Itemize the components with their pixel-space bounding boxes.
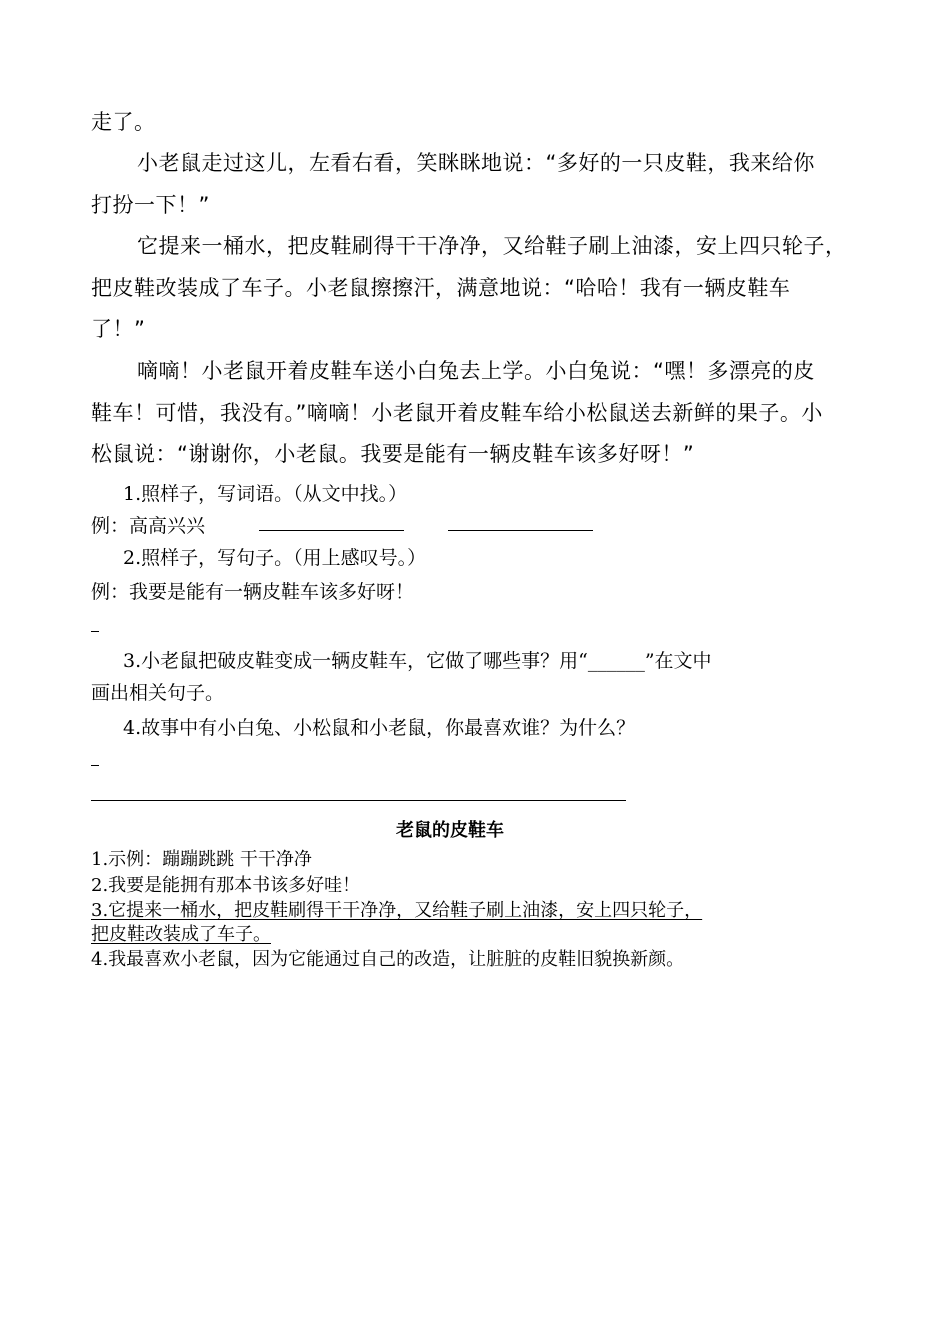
answer-blank-5[interactable] — [91, 800, 626, 801]
story-paragraph-3-line-2: 把皮鞋改装成了车子。小老鼠擦擦汗，满意地说：“哈哈！我有一辆皮鞋车 — [91, 276, 791, 300]
question-3-line-2: 画出相关句子。 — [91, 682, 225, 704]
story-line-1: 走了。 — [91, 110, 156, 134]
story-paragraph-4-line-3: 松鼠说：“谢谢你，小老鼠。我要是能有一辆皮鞋车该多好呀！” — [91, 442, 695, 466]
question-1: 1.照样子，写词语。（从文中找。） — [123, 483, 408, 505]
answer-3-line-2: 把皮鞋改装成了车子。 — [91, 924, 271, 945]
answer-1: 1.示例：蹦蹦跳跳 干干净净 — [91, 849, 312, 870]
answer-blank-4[interactable] — [91, 765, 99, 766]
answer-blank-1[interactable] — [259, 530, 404, 531]
story-paragraph-3-line-3: 了！” — [91, 317, 146, 341]
story-paragraph-4-line-2: 鞋车！可惜，我没有。”嘀嘀！小老鼠开着皮鞋车给小松鼠送去新鲜的果子。小 — [91, 401, 823, 425]
answer-blank-3[interactable] — [91, 631, 99, 632]
answer-2: 2.我要是能拥有那本书该多好哇！ — [91, 875, 361, 896]
answer-key-title: 老鼠的皮鞋车 — [396, 820, 504, 841]
question-1-example: 例：高高兴兴 — [91, 515, 206, 537]
story-paragraph-2-line-1: 小老鼠走过这儿，左看右看，笑眯眯地说：“多好的一只皮鞋，我来给你 — [137, 151, 815, 175]
question-2-example: 例：我要是能有一辆皮鞋车该多好呀！ — [91, 581, 415, 603]
story-paragraph-4-line-1: 嘀嘀！小老鼠开着皮鞋车送小白兔去上学。小白兔说：“嘿！多漂亮的皮 — [137, 359, 815, 383]
answer-3-line-1: 3.它提来一桶水，把皮鞋刷得干干净净，又给鞋子刷上油漆，安上四只轮子， — [91, 900, 703, 921]
answer-blank-2[interactable] — [448, 530, 593, 531]
question-3-line-1: 3.小老鼠把破皮鞋变成一辆皮鞋车，它做了哪些事？用“______”在文中 — [123, 650, 712, 672]
answer-4: 4.我最喜欢小老鼠，因为它能通过自己的改造，让脏脏的皮鞋旧貌换新颜。 — [91, 949, 685, 970]
story-paragraph-3-line-1: 它提来一桶水，把皮鞋刷得干干净净，又给鞋子刷上油漆，安上四只轮子， — [137, 234, 847, 258]
story-paragraph-2-line-2: 打扮一下！” — [91, 193, 210, 217]
question-2: 2.照样子，写句子。（用上感叹号。） — [123, 547, 427, 569]
question-4: 4.故事中有小白兔、小松鼠和小老鼠，你最喜欢谁？为什么？ — [123, 717, 636, 739]
